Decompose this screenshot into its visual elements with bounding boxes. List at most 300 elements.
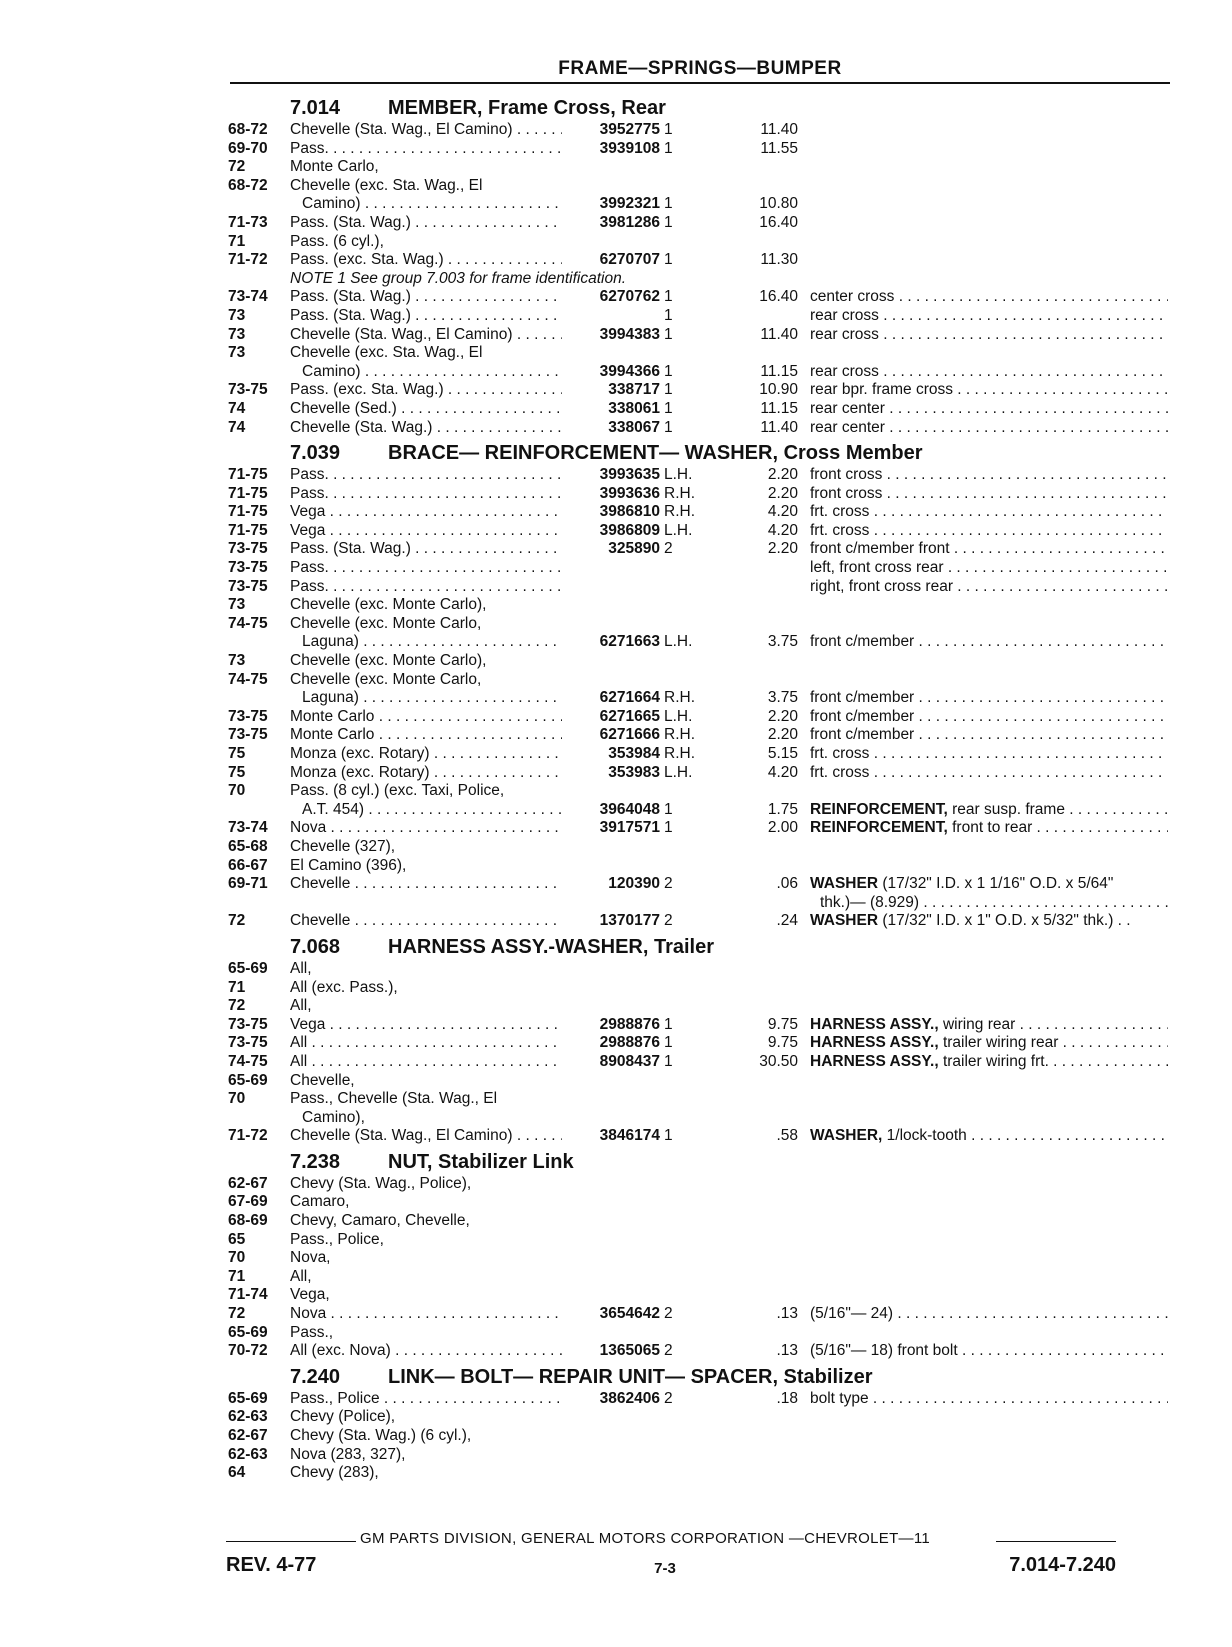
description-text: rear center: [810, 399, 885, 417]
parts-row: [228, 195, 1173, 214]
quantity: R.H.: [664, 689, 695, 707]
parts-row: [228, 979, 1173, 998]
description-text: rear cross: [810, 306, 879, 324]
description: [810, 1127, 1168, 1146]
quantity: 1: [664, 121, 673, 138]
application: All . . .: [290, 1053, 562, 1072]
description: [810, 578, 1168, 597]
description: [810, 633, 1168, 652]
parts-row: [228, 1016, 1173, 1035]
description-part-name: HARNESS ASSY.,: [810, 1052, 939, 1070]
quantity: 1: [664, 195, 673, 213]
quantity: 2: [664, 912, 673, 930]
part-number: 6270707: [599, 251, 660, 269]
footer-publisher: GM PARTS DIVISION, GENERAL MOTORS CORPORATION —CHEVROLET—11: [360, 1530, 931, 1547]
parts-row: [228, 400, 1173, 419]
section-number: 7.014: [290, 97, 341, 119]
parts-row: [228, 764, 1173, 783]
description: [810, 912, 1168, 931]
application: Vega,: [290, 1286, 330, 1304]
parts-row: [228, 1286, 1173, 1305]
model-years: 68-69: [228, 1212, 268, 1230]
model-years: 73: [228, 325, 246, 343]
application: Pass., Police,: [290, 1230, 384, 1248]
price: 11.15: [760, 399, 798, 417]
model-years: 74-75: [228, 1052, 268, 1070]
model-years: 71: [228, 1267, 246, 1285]
header-rule: [230, 82, 1170, 84]
application: Monte Carlo . . .: [290, 726, 562, 745]
description-part-name: REINFORCEMENT,: [810, 819, 948, 837]
quantity: 1: [664, 1034, 673, 1052]
description-text: bolt type: [810, 1389, 869, 1407]
group-range: 7.014-7.240: [1009, 1554, 1116, 1576]
part-number: 3994366: [599, 362, 660, 380]
part-number: 338067: [608, 418, 660, 436]
application: Chevelle (Sta. Wag., El Camino) . . .: [290, 121, 562, 140]
price: 2.00: [767, 819, 798, 837]
quantity: 1: [664, 1052, 673, 1070]
model-years: 73-75: [228, 559, 268, 577]
model-years: 70-72: [228, 1342, 268, 1360]
parts-row: [228, 652, 1173, 671]
price: 11.55: [760, 139, 798, 157]
model-years: 72: [228, 1305, 246, 1323]
section-number: 7.240: [290, 1365, 341, 1388]
parts-row: [228, 1034, 1173, 1053]
parts-row: [228, 1231, 1173, 1250]
model-years: 67-69: [228, 1193, 268, 1211]
application: Pass. . . .: [290, 140, 562, 159]
part-number: 2988876: [599, 1015, 660, 1033]
description: [810, 689, 1168, 708]
application: Chevy (Police),: [290, 1408, 396, 1426]
description-text: front cross: [810, 466, 883, 484]
model-years: 65-69: [228, 1323, 268, 1341]
model-years: 65-69: [228, 1389, 268, 1407]
description-text: frt. cross: [810, 503, 870, 521]
parts-row: [228, 251, 1173, 270]
part-number: 3917571: [599, 819, 660, 837]
part-number: 338061: [608, 399, 660, 417]
model-years: 68-72: [228, 176, 268, 194]
application: Pass. (Sta. Wag.) . . .: [290, 540, 562, 559]
application: All (exc. Nova) . . .: [290, 1342, 562, 1361]
application: Chevelle (327),: [290, 837, 396, 855]
application: Monza (exc. Rotary) . . .: [290, 745, 562, 764]
price: 11.40: [760, 418, 798, 436]
part-number: 3986809: [599, 521, 660, 539]
description: [810, 726, 1168, 745]
application: All,: [290, 997, 312, 1015]
part-number: 353983: [608, 763, 660, 781]
description: [810, 708, 1168, 727]
price: 2.20: [767, 726, 798, 744]
description-text: rear cross: [810, 325, 879, 343]
description-text: frt. cross: [810, 745, 870, 762]
application: Chevelle (Sta. Wag., El Camino) . . .: [290, 326, 562, 345]
application: All,: [290, 1267, 312, 1285]
description: [810, 381, 1168, 400]
parts-row: [228, 819, 1173, 838]
application: Vega . . .: [290, 503, 562, 522]
parts-row: [228, 1427, 1173, 1446]
application: Chevy, Camaro, Chevelle,: [290, 1212, 470, 1230]
description: [810, 419, 1168, 438]
price: 2.20: [767, 466, 798, 484]
parts-row: [228, 214, 1173, 233]
application: Chevelle,: [290, 1071, 355, 1089]
parts-row: [228, 726, 1173, 745]
section-heading: [228, 437, 1173, 466]
parts-row: [228, 1268, 1173, 1287]
application: Laguna) . . .: [302, 689, 562, 708]
price: 2.20: [767, 540, 798, 558]
description-part-name: WASHER: [810, 912, 879, 930]
quantity: 2: [664, 1305, 673, 1323]
model-years: 71-72: [228, 1127, 268, 1145]
description-part-name: WASHER,: [810, 1127, 883, 1145]
parts-row: [228, 671, 1173, 690]
price: 9.75: [767, 1034, 798, 1052]
application: El Camino (396),: [290, 856, 407, 874]
application: NOTE 1 See group 7.003 for frame identification.: [290, 269, 627, 287]
quantity: 1: [664, 1127, 673, 1145]
parts-row: [228, 540, 1173, 559]
price: 10.90: [759, 381, 798, 399]
application: Nova (283, 327),: [290, 1445, 406, 1463]
parts-row: [228, 363, 1173, 382]
part-number: 6271666: [599, 726, 660, 744]
model-years: 71-75: [228, 503, 268, 521]
price: .13: [776, 1305, 798, 1323]
parts-row: [228, 233, 1173, 252]
model-years: 73-75: [228, 1034, 268, 1052]
application: Chevy (283),: [290, 1464, 379, 1482]
part-number: 6270762: [599, 288, 660, 306]
description: [820, 894, 1168, 913]
description: [810, 559, 1168, 578]
price: 3.75: [767, 689, 798, 707]
description: [810, 485, 1168, 504]
model-years: 68-72: [228, 121, 268, 138]
part-number: 3862406: [599, 1389, 660, 1407]
price: 4.20: [767, 503, 798, 521]
part-number: 120390: [608, 875, 660, 893]
application: Camino) . . .: [302, 363, 562, 382]
quantity: 1: [664, 399, 673, 417]
application: Pass. (exc. Sta. Wag.) . . .: [290, 251, 562, 270]
parts-row: [228, 689, 1173, 708]
parts-row: [228, 1446, 1173, 1465]
quantity: L.H.: [664, 707, 693, 725]
quantity: L.H.: [664, 521, 693, 539]
part-number: 3846174: [599, 1127, 660, 1145]
parts-row: [228, 1053, 1173, 1072]
quantity: R.H.: [664, 726, 695, 744]
application: Pass. . . .: [290, 466, 562, 485]
model-years: 73-74: [228, 819, 268, 837]
section-title: HARNESS ASSY.-WASHER, Trailer: [388, 935, 715, 958]
application: Pass. (Sta. Wag.) . . .: [290, 288, 562, 307]
parts-row: [228, 857, 1173, 876]
page-number: 7-3: [654, 1560, 676, 1577]
parts-row: [228, 782, 1173, 801]
description-text: left, front cross rear: [810, 559, 944, 577]
section-heading: [228, 1146, 1173, 1175]
footer-rule-left: [226, 1541, 356, 1542]
model-years: 69-70: [228, 139, 268, 157]
section-title: MEMBER, Frame Cross, Rear: [388, 97, 666, 119]
price: 1.75: [767, 800, 798, 818]
application: Chevy (Sta. Wag., Police),: [290, 1174, 472, 1192]
quantity: 1: [664, 139, 673, 157]
quantity: R.H.: [664, 503, 695, 521]
part-number: 3939108: [599, 139, 660, 157]
part-number: 325890: [608, 540, 660, 558]
model-years: 73-75: [228, 726, 268, 744]
description-text: center cross: [810, 288, 895, 306]
application: Vega . . .: [290, 1016, 562, 1035]
price: 11.40: [760, 121, 798, 138]
description: [810, 503, 1168, 522]
application: Chevelle (exc. Monte Carlo),: [290, 652, 487, 670]
model-years: 71-75: [228, 521, 268, 539]
price: .13: [776, 1342, 798, 1360]
part-number: 6271664: [599, 689, 660, 707]
part-number: 3952775: [599, 121, 660, 138]
model-years: 64: [228, 1464, 246, 1482]
parts-row: [228, 344, 1173, 363]
application: All,: [290, 959, 312, 977]
model-years: 73-75: [228, 540, 268, 558]
description-text: front c/member: [810, 689, 915, 707]
quantity: L.H.: [664, 633, 693, 651]
description: [810, 1390, 1168, 1409]
price: 10.80: [759, 195, 798, 213]
model-years: 65-69: [228, 959, 268, 977]
page-title: FRAME—SPRINGS—BUMPER: [558, 58, 842, 79]
model-years: 73: [228, 596, 246, 614]
quantity: 2: [664, 1389, 673, 1407]
parts-row: [228, 1305, 1173, 1324]
part-number: 1370177: [599, 912, 660, 930]
price: 16.40: [759, 213, 798, 231]
parts-row: [228, 1109, 1173, 1128]
application: Monte Carlo,: [290, 158, 379, 176]
model-years: 73-75: [228, 577, 268, 595]
part-number: 338717: [608, 381, 660, 399]
parts-row: [228, 875, 1173, 894]
quantity: 1: [664, 288, 673, 306]
model-years: 71-72: [228, 251, 268, 269]
description-text: (5/16"— 18) front bolt: [810, 1342, 958, 1360]
application: Chevelle (exc. Sta. Wag., El: [290, 344, 483, 362]
description: [810, 466, 1168, 485]
model-years: 73-75: [228, 707, 268, 725]
parts-row: [228, 633, 1173, 652]
application: Camino),: [302, 1108, 365, 1126]
description-part-name: HARNESS ASSY.,: [810, 1034, 939, 1052]
description: [810, 363, 1168, 382]
part-number: 3986810: [599, 503, 660, 521]
part-number: 3654642: [599, 1305, 660, 1323]
application: Nova . . .: [290, 1305, 562, 1324]
parts-row: [228, 419, 1173, 438]
description: [810, 307, 1168, 326]
description: [810, 326, 1168, 345]
parts-row: [228, 1324, 1173, 1343]
description: [810, 1342, 1168, 1361]
description: [810, 1053, 1168, 1072]
model-years: 73-75: [228, 381, 268, 399]
application: Chevelle (exc. Monte Carlo,: [290, 614, 482, 632]
price: .58: [776, 1127, 798, 1145]
section-number: 7.039: [290, 442, 341, 465]
description-text: front c/member: [810, 726, 915, 744]
model-years: 74: [228, 418, 246, 436]
application: Pass. . . .: [290, 578, 562, 597]
quantity: 2: [664, 540, 673, 558]
part-number: 3994383: [599, 325, 660, 343]
price: .18: [776, 1389, 798, 1407]
parts-row: [228, 522, 1173, 541]
model-years: 73: [228, 344, 246, 362]
parts-row: [228, 801, 1173, 820]
quantity: 1: [664, 418, 673, 436]
description: [810, 801, 1168, 820]
section-title: BRACE— REINFORCEMENT— WASHER, Cross Member: [388, 442, 923, 465]
model-years: 71-75: [228, 466, 268, 484]
application: Pass. (Sta. Wag.) . . .: [290, 214, 562, 233]
model-years: 70: [228, 782, 246, 800]
part-number: 6271665: [599, 707, 660, 725]
description: [810, 400, 1168, 419]
quantity: R.H.: [664, 745, 695, 762]
part-number: 3993635: [599, 466, 660, 484]
model-years: 73: [228, 652, 246, 670]
description: [810, 819, 1168, 838]
quantity: L.H.: [664, 763, 693, 781]
model-years: 62-63: [228, 1445, 268, 1463]
parts-row: [228, 177, 1173, 196]
price: 2.20: [767, 484, 798, 502]
application: Laguna) . . .: [302, 633, 562, 652]
application: Chevelle (Sta. Wag.) . . .: [290, 419, 562, 438]
model-years: 74-75: [228, 670, 268, 688]
application: All (exc. Pass.),: [290, 978, 398, 996]
parts-row: [228, 708, 1173, 727]
price: 9.75: [767, 1015, 798, 1033]
quantity: 1: [664, 325, 673, 343]
parts-row: [228, 559, 1173, 578]
parts-row: [228, 1090, 1173, 1109]
parts-row: [228, 270, 1173, 289]
model-years: 62-67: [228, 1427, 268, 1444]
application: Chevelle (exc. Monte Carlo,: [290, 670, 482, 688]
section-heading: [228, 92, 1173, 121]
application: Nova,: [290, 1249, 331, 1267]
model-years: 66-67: [228, 856, 268, 874]
part-number: 2988876: [599, 1034, 660, 1052]
description-text: wiring rear: [942, 1015, 1016, 1033]
quantity: 1: [664, 1015, 673, 1033]
application: Chevelle . . .: [290, 912, 562, 931]
application: Pass., Chevelle (Sta. Wag., El: [290, 1090, 498, 1108]
description-text: trailer wiring rear: [942, 1034, 1059, 1052]
description-text: frt. cross: [810, 763, 870, 781]
quantity: 1: [664, 800, 673, 818]
parts-row: [228, 894, 1173, 913]
model-years: 70: [228, 1090, 246, 1108]
application: Monte Carlo . . .: [290, 708, 562, 727]
description-text: trailer wiring frt.: [942, 1052, 1049, 1070]
model-years: 69-71: [228, 875, 268, 893]
model-years: 72: [228, 158, 246, 176]
description: [810, 540, 1168, 559]
application: Pass. (exc. Sta. Wag.) . . .: [290, 381, 562, 400]
model-years: 71-74: [228, 1286, 268, 1304]
parts-row: [228, 1464, 1173, 1483]
price: 16.40: [759, 288, 798, 306]
description: [810, 875, 1168, 894]
application: Pass. . . .: [290, 485, 562, 504]
description: [810, 1034, 1168, 1053]
quantity: 1: [664, 381, 673, 399]
footer-rule-right: [996, 1541, 1116, 1542]
model-years: 75: [228, 745, 246, 762]
description-part-name: WASHER: [810, 875, 879, 893]
description-text: front c/member: [810, 633, 915, 651]
parts-row: [228, 960, 1173, 979]
description-text: thk.)— (8.929): [820, 893, 920, 911]
description-text: rear susp. frame: [952, 800, 1065, 818]
parts-row: [228, 1175, 1173, 1194]
price: 11.30: [760, 251, 798, 269]
application: Camino) . . .: [302, 195, 562, 214]
description: [810, 522, 1168, 541]
application: Nova . . .: [290, 819, 562, 838]
description-text: frt. cross: [810, 521, 870, 539]
description-text: (17/32" I.D. x 1" O.D. x 5/32" thk.) . .: [882, 912, 1131, 930]
model-years: 65-69: [228, 1071, 268, 1089]
price: 4.20: [767, 763, 798, 781]
application: Chevelle (Sta. Wag., El Camino) . . .: [290, 1127, 562, 1146]
parts-catalog: [228, 92, 1173, 1483]
description-text: 1/lock-tooth: [886, 1127, 967, 1145]
section-title: NUT, Stabilizer Link: [388, 1150, 574, 1173]
application: Monza (exc. Rotary) . . .: [290, 764, 562, 783]
parts-row: [228, 912, 1173, 931]
description: [810, 288, 1168, 307]
quantity: 2: [664, 1342, 673, 1360]
parts-row: [228, 1127, 1173, 1146]
model-years: 73-75: [228, 1015, 268, 1033]
description-text: front c/member front: [810, 540, 950, 558]
parts-row: [228, 485, 1173, 504]
parts-row: [228, 288, 1173, 307]
description-text: rear bpr. frame cross: [810, 381, 953, 399]
parts-row: [228, 596, 1173, 615]
parts-row: [228, 121, 1173, 140]
price: 4.20: [767, 521, 798, 539]
model-years: 74: [228, 399, 246, 417]
parts-row: [228, 326, 1173, 345]
parts-row: [228, 1342, 1173, 1361]
application: Pass., Police . . .: [290, 1390, 562, 1409]
description: [810, 1305, 1168, 1324]
application: Vega . . .: [290, 522, 562, 541]
